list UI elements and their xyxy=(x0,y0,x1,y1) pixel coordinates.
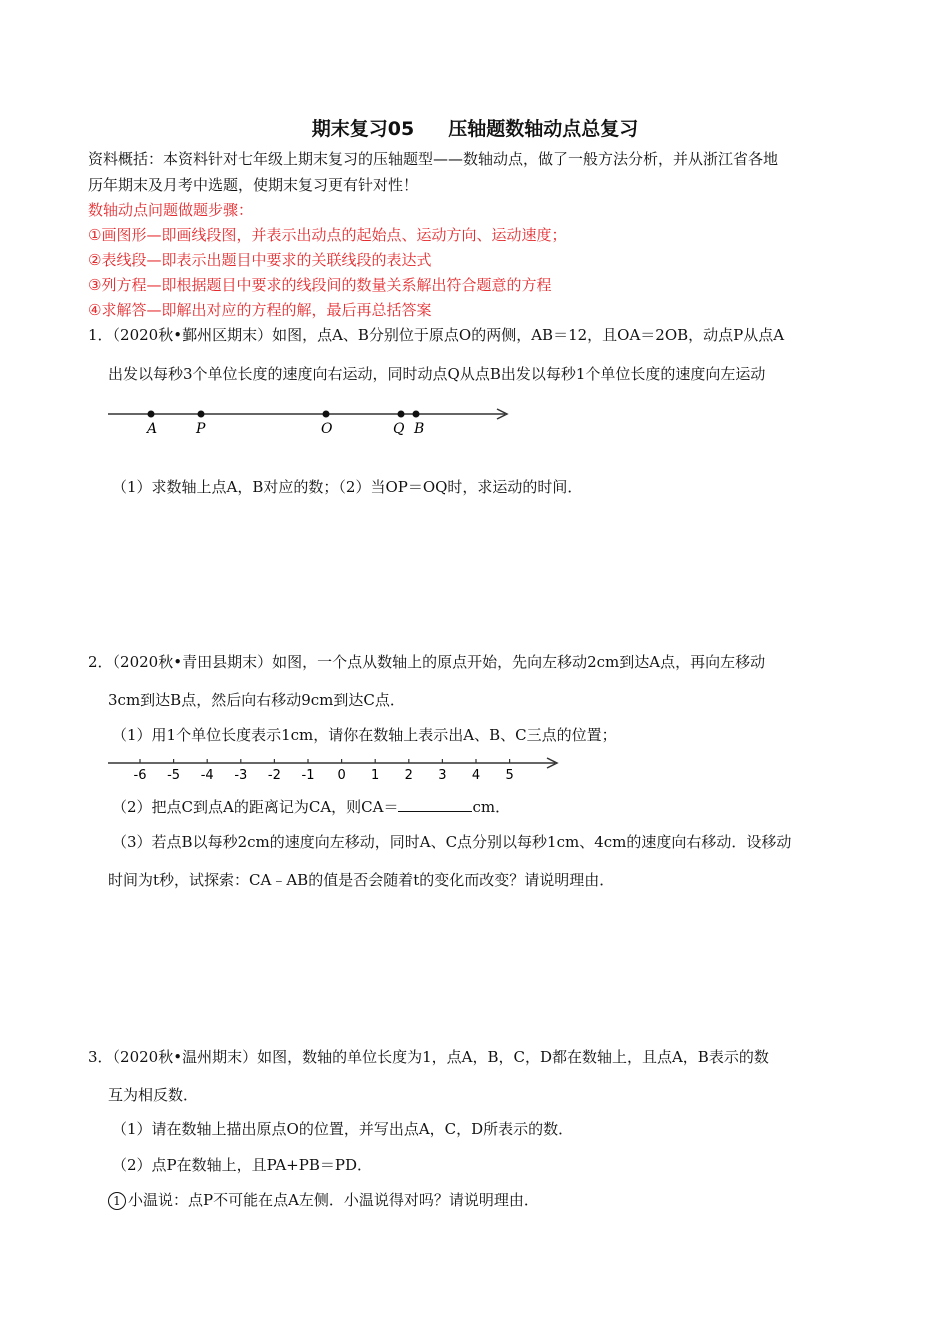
label-b: B xyxy=(414,421,425,437)
tick-label: -6 xyxy=(133,768,147,782)
step-item: ③列方程—即根据题目中要求的线段间的数量关系解出符合题意的方程 xyxy=(88,276,552,294)
step-item: ④求解答—即解出对应的方程的解，最后再总括答案 xyxy=(88,301,432,319)
q2-line-2: 3cm到达B点，然后向右移动9cm到达C点． xyxy=(108,691,405,709)
point-p xyxy=(198,411,205,418)
q2-line-1: 2．（2020秋•青田县期末）如图，一个点从数轴上的原点开始，先向左移动2cm到达A点，再向左移动 xyxy=(88,653,766,671)
point-a xyxy=(148,411,155,418)
tick-label: -2 xyxy=(267,768,281,782)
steps-heading: 数轴动点问题做题步骤： xyxy=(88,201,254,219)
tick-label: 1 xyxy=(371,768,380,782)
tick-label: -4 xyxy=(200,768,214,782)
q2-number-line xyxy=(100,752,570,782)
intro-line-1: 资料概括：本资料针对七年级上期末复习的压轴题型——数轴动点，做了一般方法分析，并从浙江省各地 xyxy=(88,150,779,168)
label-p: P xyxy=(196,421,206,437)
point-q xyxy=(398,411,405,418)
point-b xyxy=(413,411,420,418)
tick-label: -3 xyxy=(234,768,248,782)
label-a: A xyxy=(147,421,158,437)
answer-blank xyxy=(398,797,472,812)
tick-label: 4 xyxy=(471,768,481,782)
q2-sub3-line-1: （3）若点B以每秒2cm的速度向左移动，同时A、C点分别以每秒1cm、4cm的速度向右移动．设移动 xyxy=(112,833,792,851)
q1-number-line xyxy=(100,400,520,440)
q1-sub: （1）求数轴上点A，B对应的数；（2）当OP＝OQ时，求运动的时间． xyxy=(112,478,583,496)
step-item: ②表线段—即表示出题目中要求的关联线段的表达式 xyxy=(88,251,432,269)
label-q: Q xyxy=(393,421,405,437)
page-title: 期末复习05 压轴题数轴动点总复习 xyxy=(311,118,639,140)
q1-line-2: 出发以每秒3个单位长度的速度向右运动，同时动点Q从点B出发以每秒1个单位长度的速度向左运动 xyxy=(108,365,766,383)
circled-number: 1 xyxy=(108,1192,126,1210)
q3-sub1: （1）请在数轴上描出原点O的位置，并写出点A，C，D所表示的数． xyxy=(112,1120,574,1138)
tick-label: 0 xyxy=(337,768,346,782)
q2-sub2: （2）把点C到点A的距离记为CA，则CA＝ cm． xyxy=(112,798,511,816)
tick-label: -1 xyxy=(301,768,315,782)
q3-sub3: 1 小温说：点P不可能在点A左侧．小温说得对吗？请说明理由． xyxy=(108,1189,539,1210)
q3-line-2: 互为相反数． xyxy=(108,1086,199,1104)
q3-line-1: 3．（2020秋•温州期末）如图，数轴的单位长度为1，点A，B，C，D都在数轴上，且点A，B表示的数 xyxy=(88,1048,769,1066)
q2-sub3-line-2: 时间为t秒，试探索：CA﹣AB的值是否会随着t的变化而改变？请说明理由． xyxy=(108,871,615,889)
q1-line-1: 1．（2020秋•鄞州区期末）如图，点A、B分别位于原点O的两侧，AB＝12，且OA＝2OB，动点P从点A xyxy=(88,326,785,344)
q3-sub2: （2）点P在数轴上，且PA+PB＝PD． xyxy=(112,1156,372,1174)
tick-label: 2 xyxy=(404,768,413,782)
q2-sub1: （1）用1个单位长度表示1cm，请你在数轴上表示出A、B、C三点的位置； xyxy=(112,726,617,744)
label-o: O xyxy=(321,421,333,437)
point-o xyxy=(323,411,330,418)
tick-label: 5 xyxy=(505,768,514,782)
intro-line-2: 历年期末及月考中选题，使期末复习更有针对性！ xyxy=(88,176,419,194)
step-item: ①画图形—即画线段图，并表示出动点的起始点、运动方向、运动速度； xyxy=(88,226,567,244)
tick-label: 3 xyxy=(438,768,447,782)
tick-label: -5 xyxy=(167,768,181,782)
